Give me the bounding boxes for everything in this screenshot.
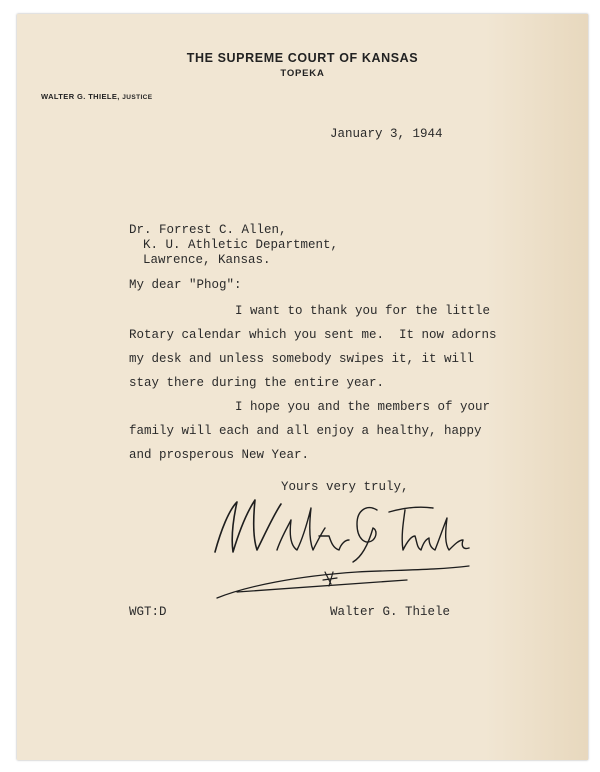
typist-initials: WGT:D xyxy=(129,605,167,619)
paragraph1-line: my desk and unless somebody swipes it, it will xyxy=(129,352,475,366)
justice-name: WALTER G. THIELE, xyxy=(41,92,120,101)
closing: Yours very truly, xyxy=(281,480,409,494)
letterhead-court-name: THE SUPREME COURT OF KANSAS xyxy=(186,51,419,65)
recipient-city: Lawrence, Kansas. xyxy=(143,253,271,267)
paragraph2-line: I hope you and the members of your xyxy=(235,400,491,414)
letterhead-city: TOPEKA xyxy=(280,68,325,79)
typed-signature-name: Walter G. Thiele xyxy=(330,605,451,619)
letter-page xyxy=(17,14,588,760)
paragraph2-line: family will each and all enjoy a healthy, happy xyxy=(129,424,482,438)
justice-title: JUSTICE xyxy=(122,94,153,101)
letter-date: January 3, 1944 xyxy=(330,127,443,141)
recipient-department: K. U. Athletic Department, xyxy=(143,238,339,252)
salutation: My dear "Phog": xyxy=(129,278,242,292)
paragraph1-line: Rotary calendar which you sent me. It now adorns xyxy=(129,328,497,342)
paragraph1-line: I want to thank you for the little xyxy=(235,304,491,318)
handwritten-signature xyxy=(207,480,477,600)
paragraph2-line: and prosperous New Year. xyxy=(129,448,310,462)
paragraph1-line: stay there during the entire year. xyxy=(129,376,385,390)
letterhead-justice xyxy=(41,92,153,101)
recipient-name: Dr. Forrest C. Allen, xyxy=(129,223,287,237)
